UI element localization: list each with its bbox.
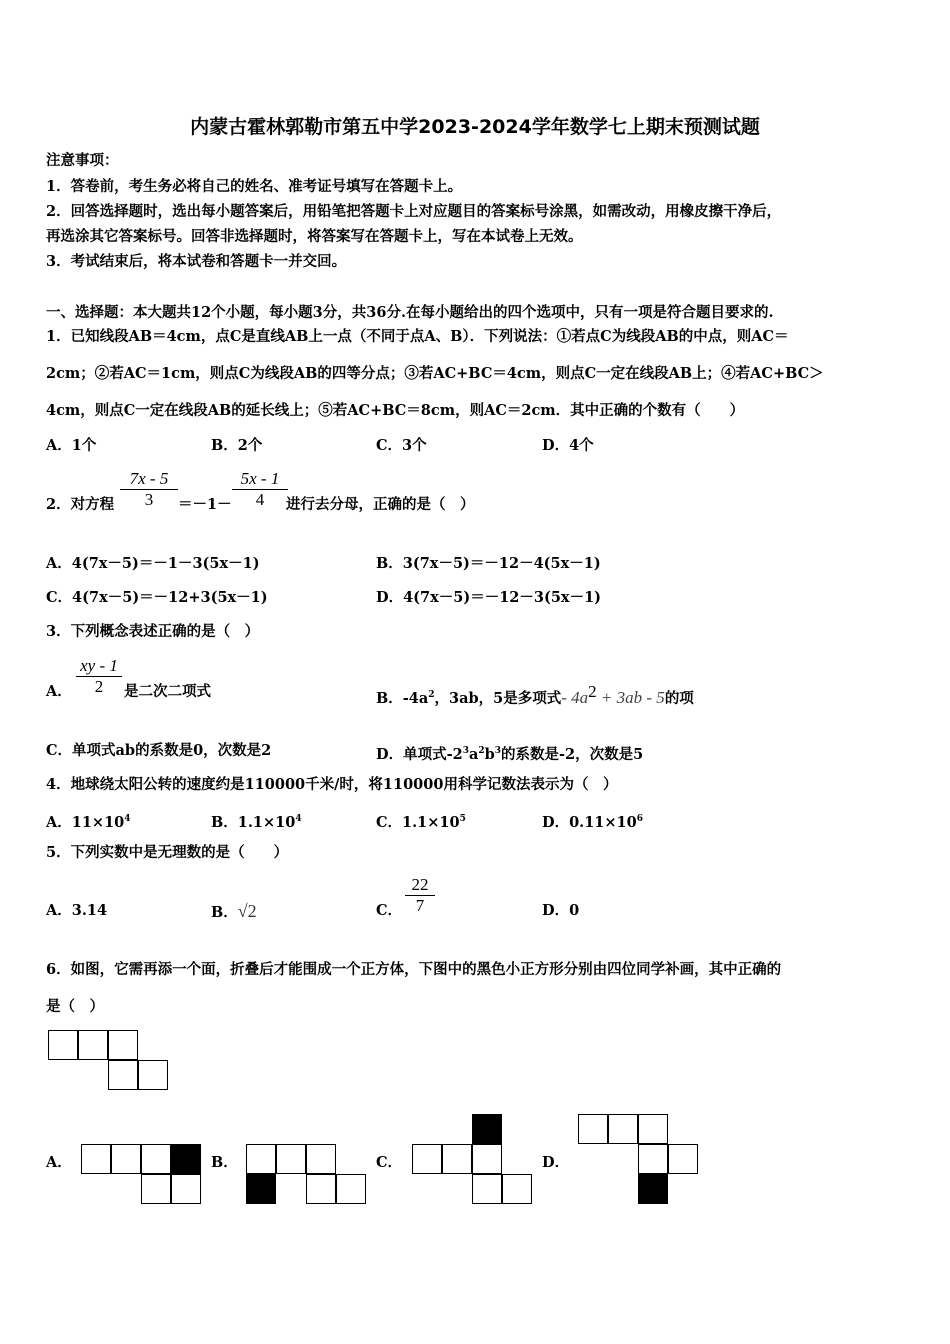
q3-option-d: D．单项式$-2^3a^2b^3$的系数是-2，次数是5 [376, 745, 644, 763]
q3-option-a-numerator: xy - 1 [80, 656, 118, 675]
notice-item: 再选涂其它答案标号。回答非选择题时，将答案写在答题卡上，写在本试卷上无效。 [46, 228, 583, 245]
q4-option-d: D．$0.11\times 10^6$ [542, 813, 643, 831]
q2-fraction-2 [232, 469, 288, 510]
q6-option-c-label: C． [376, 1154, 403, 1171]
q4-option-b: B．$1.1\times 10^4$ [211, 813, 302, 831]
q4-stem: 4．地球绕太阳公转的速度约是110000千米/时，将110000用科学记数法表示为（ ） [46, 776, 618, 793]
net-cell [48, 1030, 78, 1060]
notice-item: 2．回答选择题时，选出每小题答案后，用铅笔把答题卡上对应题目的答案标号涂黑，如需改动，用橡皮擦干净后， [46, 203, 782, 220]
q1-option-a: A．1个 [46, 437, 97, 454]
notice-item: 3．考试结束后，将本试卷和答题卡一并交回。 [46, 253, 347, 270]
q3-option-a-denominator: 2 [94, 677, 104, 696]
q3-option-a-fraction [76, 656, 122, 697]
q2-suffix: 进行去分母，正确的是（ ） [286, 496, 475, 513]
q2-prefix: 2．对方程 [46, 496, 115, 513]
q2-fraction-1-denominator: 3 [144, 490, 154, 509]
net-cell [78, 1030, 108, 1060]
q5-option-d: D．0 [542, 902, 580, 919]
q2-middle: ＝－1－ [178, 496, 232, 513]
q5-option-b: B．√2 [211, 901, 257, 921]
q2-fraction-2-numerator: 5x - 1 [240, 469, 280, 488]
q3-stem: 3．下列概念表述正确的是（ ） [46, 623, 260, 640]
added-black-square [171, 1144, 201, 1174]
q6-stem-line1: 6．如图，它需再添一个面，折叠后才能围成一个正方体，下图中的黑色小正方形分别由四位同学补画，其中正确的 [46, 961, 782, 978]
q6-stem-line2: 是（ ） [46, 998, 104, 1015]
q1-option-c: C．3个 [376, 437, 427, 454]
section-heading: 一、选择题：本大题共12个小题，每小题3分，共36分.在每小题给出的四个选项中，只有一项是符合题目要求的. [46, 304, 774, 321]
q3-option-a-text: 是二次二项式 [124, 683, 211, 700]
q3-option-b: B．$-4a^2$，3ab，5是多项式- $4a^2 + 3ab - 5$的项 [376, 682, 694, 707]
q4-option-a: A．$11\times 10^4$ [46, 813, 131, 831]
q5-option-c-denominator: 7 [415, 896, 425, 915]
q1-option-d: D．4个 [542, 437, 594, 454]
net-cell [108, 1060, 138, 1090]
q6-option-b-label: B． [211, 1154, 238, 1171]
q1-stem-line1: 1．已知线段AB＝4cm，点C是直线AB上一点（不同于点A、B）．下列说法：①若点C为线段AB的中点，则AC＝ [46, 328, 789, 345]
q6-option-d-label: D． [542, 1154, 570, 1171]
q5-option-c-label: C． [376, 902, 403, 919]
q5-stem: 5．下列实数中是无理数的是（ ） [46, 844, 289, 861]
q3-option-c: C．单项式ab的系数是0，次数是2 [46, 742, 272, 759]
q1-option-b: B．2个 [211, 437, 263, 454]
added-black-square [246, 1174, 276, 1204]
net-cell [108, 1030, 138, 1060]
q1-stem-line2: 2cm；②若AC＝1cm，则点C为线段AB的四等分点；③若AC+BC＝4cm，则点C一定在线段AB上；④若AC+BC＞ [46, 365, 824, 382]
sqrt-expression: √2 [237, 901, 257, 921]
q2-fraction-1-numerator: 7x - 5 [129, 469, 169, 488]
q2-option-a: A．4(7x－5)＝－1－3(5x－1) [46, 555, 260, 572]
q5-option-c-fraction [405, 875, 435, 916]
q2-option-b: B．3(7x－5)＝－12－4(5x－1) [376, 555, 601, 572]
q2-fraction-1 [120, 469, 178, 510]
q5-option-c-numerator: 22 [411, 875, 429, 894]
q2-option-d: D．4(7x－5)＝－12－3(5x－1) [376, 589, 602, 606]
q6-option-a-label: A． [46, 1154, 72, 1171]
notice-item: 1．答卷前，考生务必将自己的姓名、准考证号填写在答题卡上。 [46, 178, 463, 195]
page-title: 内蒙古霍林郭勒市第五中学2023-2024学年数学七上期末预测试题 [190, 116, 760, 138]
q2-option-c: C．4(7x－5)＝－12+3(5x－1) [46, 589, 268, 606]
added-black-square [638, 1174, 668, 1204]
q1-stem-line3: 4cm，则点C一定在线段AB的延长线上；⑤若AC+BC＝8cm，则AC＝2cm．其中正确的个数有（ ） [46, 402, 745, 419]
q3-option-a-label: A． [46, 683, 72, 700]
q2-fraction-2-denominator: 4 [255, 490, 265, 509]
q5-option-a: A．3.14 [46, 902, 108, 919]
added-black-square [472, 1114, 502, 1144]
notice-heading: 注意事项： [46, 152, 119, 169]
q4-option-c: C．$1.1\times 10^5$ [376, 813, 466, 831]
net-cell [138, 1060, 168, 1090]
